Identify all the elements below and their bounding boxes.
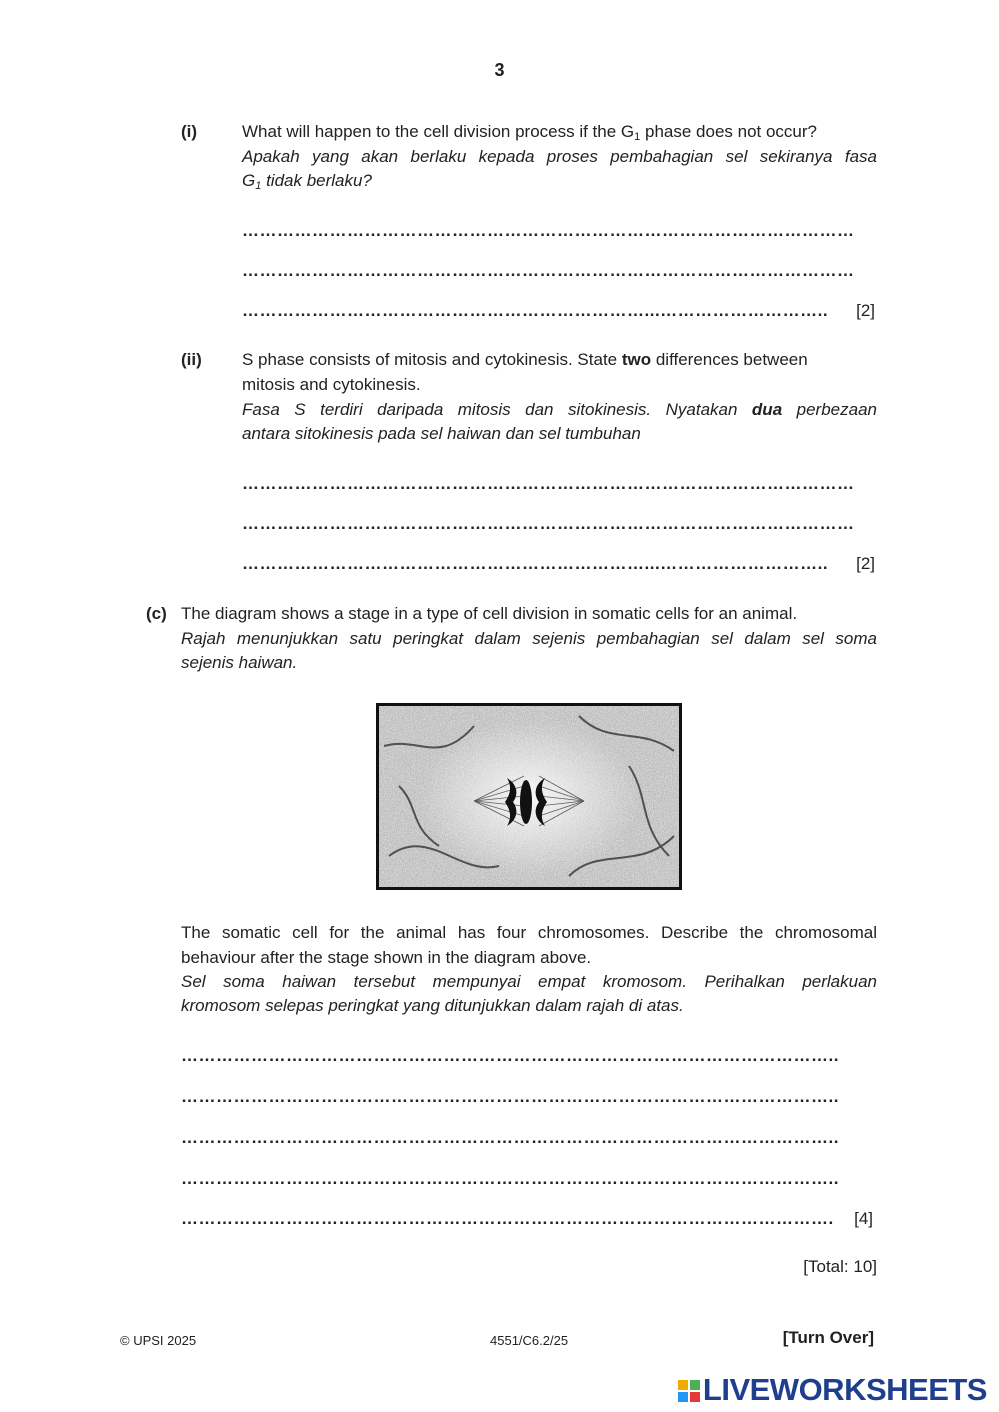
answer-line-c-3[interactable]: …………………………………………………………………………………………………..: [181, 1128, 839, 1147]
question-c-english: The diagram shows a stage in a type of cell division in somatic cells for an animal.: [181, 604, 798, 623]
question-ii-label: (ii): [181, 350, 202, 369]
question-ii-english-bold: two: [621, 350, 652, 369]
answer-line-c-4[interactable]: …………………………………………………………………………………………………..: [181, 1169, 839, 1188]
liveworksheets-brand: [678, 1372, 987, 1408]
answer-line-ii-1[interactable]: ……………………………………………………………………………………………: [242, 474, 855, 493]
question-c-desc-english-line1: The somatic cell for the animal has four chromosomes. Describe the chromosomal: [181, 923, 877, 942]
answer-line-i-2[interactable]: ……………………………………………………………………………………………: [242, 261, 855, 280]
question-ii-english-line1: [242, 348, 878, 373]
marks-c: [4]: [854, 1209, 873, 1228]
question-c-malay-line2: sejenis haiwan.: [181, 653, 298, 672]
question-i-english-subscript: 1: [634, 131, 641, 143]
question-i-english-post: phase does not occur?: [640, 122, 817, 141]
question-i-english: [242, 120, 878, 145]
question-i-malay-line2: [242, 169, 878, 194]
question-i-label: (i): [181, 122, 198, 141]
answer-line-i-1[interactable]: ……………………………………………………………………………………………: [242, 221, 855, 240]
question-i-malay-line1: Apakah yang akan berlaku kepada proses pembahagian sel sekiranya fasa: [242, 147, 877, 166]
answer-line-c-2[interactable]: …………………………………………………………………………………………………..: [181, 1087, 839, 1106]
liveworksheets-text: LIVEWORKSHEETS: [702, 1372, 987, 1407]
question-ii-english-post: differences between: [651, 350, 808, 369]
question-ii-malay-bold: dua: [751, 400, 783, 419]
question-c-desc-malay-line2: kromosom selepas peringkat yang ditunjukkan dalam rajah di atas.: [181, 996, 684, 1015]
question-ii-malay-line1: [242, 398, 877, 423]
marks-ii: [2]: [856, 554, 875, 573]
liveworksheets-logo-icon: [678, 1380, 700, 1402]
question-i-english-pre: What will happen to the cell division process if the G: [242, 122, 635, 141]
answer-line-ii-3[interactable]: ……………………………………………………………...………………………..: [242, 554, 829, 573]
answer-line-c-5[interactable]: ………………………………………………………………………………………………….: [181, 1209, 834, 1228]
answer-line-ii-2[interactable]: ……………………………………………………………………………………………: [242, 514, 855, 533]
question-i-malay-pre: G: [242, 171, 256, 190]
total-marks: [Total: 10]: [803, 1257, 877, 1276]
question-ii-malay-pre: Fasa S terdiri daripada mitosis dan sitokinesis. Nyatakan: [242, 400, 752, 419]
answer-line-c-1[interactable]: …………………………………………………………………………………………………..: [181, 1046, 839, 1065]
micrograph-illustration: [379, 706, 679, 887]
footer-code: 4551/C6.2/25: [490, 1333, 569, 1348]
marks-i: [2]: [856, 301, 875, 320]
question-i-malay-post: tidak berlaku?: [261, 171, 372, 190]
question-c-desc-english-line2: behaviour after the stage shown in the diagram above.: [181, 948, 592, 967]
question-c-malay-line1: Rajah menunjukkan satu peringkat dalam sejenis pembahagian sel dalam sel soma: [181, 629, 877, 648]
question-i-malay-subscript: 1: [255, 180, 262, 192]
question-c-desc-malay-line1: Sel soma haiwan tersebut mempunyai empat kromosom. Perihalkan perlakuan: [181, 972, 877, 991]
turn-over: [Turn Over]: [782, 1328, 874, 1347]
question-ii-malay-post: perbezaan: [782, 400, 877, 419]
answer-line-i-3[interactable]: ……………………………………………………………...………………………..: [242, 301, 829, 320]
cell-division-micrograph: [376, 703, 682, 890]
question-c-label: (c): [146, 604, 167, 623]
page-number: 3: [494, 60, 505, 80]
question-ii-english-line2: mitosis and cytokinesis.: [242, 375, 421, 394]
question-ii-english-pre: S phase consists of mitosis and cytokinesis. State: [242, 350, 622, 369]
footer-copyright: © UPSI 2025: [120, 1333, 197, 1348]
question-ii-malay-line2: antara sitokinesis pada sel haiwan dan sel tumbuhan: [242, 424, 641, 443]
